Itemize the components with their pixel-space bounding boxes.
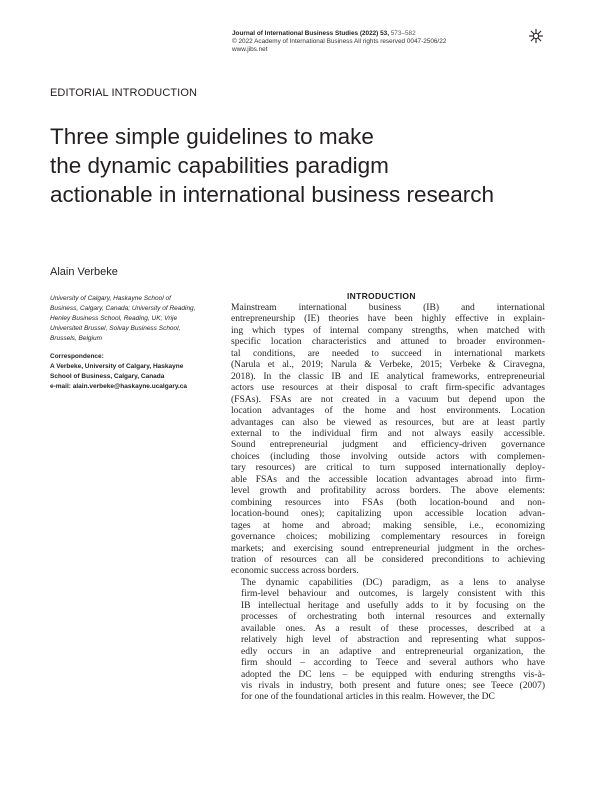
article-title xyxy=(50,122,550,209)
body-line: markets; and exercising sound entrepreneurial judgment in the orches- xyxy=(231,542,545,554)
body-line: choices (including those involving outside actors with complemen- xyxy=(231,450,545,462)
body-line: location-bound ones); capitalizing upon accessible location advan- xyxy=(231,508,545,520)
title-line: Three simple guidelines to make xyxy=(50,124,374,149)
body-line: level growth and profitability across borders. The above elements: xyxy=(231,485,545,497)
body-line: location advantages of the home and host environments. Location xyxy=(231,405,545,417)
body-line: specific location characteristics and attuned to broader environmen- xyxy=(231,336,545,348)
body-line: external to the individual firm and not always easily accessible. xyxy=(231,427,545,439)
correspondence-label: Correspondence: xyxy=(50,353,104,360)
affiliation-line: Brussels, Belgium xyxy=(50,335,103,342)
body-line: Sound entrepreneurial judgment and efficiency-driven governance xyxy=(231,439,545,451)
journal-header xyxy=(232,30,532,54)
body-line: adopted the DC lens – be equipped with enduring strengths vis-à- xyxy=(241,668,545,680)
introduction-heading: INTRODUCTION xyxy=(347,291,416,301)
copyright-line: © 2022 Academy of International Business All rights reserved 0047-2506/22 xyxy=(232,38,447,45)
correspondence-line: A Verbeke, University of Calgary, Haskayne xyxy=(50,363,184,370)
body-line: ing which types of internal company strengths, when matched with xyxy=(231,324,545,336)
body-line: IB intellectual heritage and usefully adds to it by focusing on the xyxy=(241,599,545,611)
author-name: Alain Verbeke xyxy=(50,266,118,278)
title-line: actionable in international business research xyxy=(50,182,495,207)
journal-citation: Journal of International Business Studies (2022) 53, xyxy=(232,30,389,37)
body-line: economic success across borders. xyxy=(231,565,359,577)
affiliation-line: Universiteit Brussel, Solvay Business School, xyxy=(50,325,181,332)
body-line: entrepreneurship (IE) theories have been highly effective in explain- xyxy=(231,313,545,325)
correspondence-line: School of Business, Calgary, Canada xyxy=(50,373,165,380)
body-line: actors use resources at their disposal to craft firm-specific advantages xyxy=(231,382,545,394)
body-line: governance choices; mobilizing complementary resources in foreign xyxy=(231,531,545,543)
body-paragraph xyxy=(231,302,545,577)
body-line: advantages can also be viewed as resources, but are at least partly xyxy=(231,416,545,428)
page-range: 573–582 xyxy=(390,30,416,37)
correspondence-block xyxy=(50,352,230,392)
body-line: The dynamic capabilities (DC) paradigm, as a lens to analyse xyxy=(241,576,545,588)
body-line: Mainstream international business (IB) and international xyxy=(231,302,545,313)
body-line: edly occurs in an adaptive and entrepreneurial organization, the xyxy=(241,645,545,657)
body-line: firm should – according to Teece and several authors who have xyxy=(241,657,545,669)
author-affiliation xyxy=(50,294,228,344)
publisher-logo-icon xyxy=(528,28,544,44)
body-paragraph xyxy=(231,577,545,703)
affiliation-line: University of Calgary, Haskayne School of xyxy=(50,295,171,302)
body-line: processes of orchestrating both internal resources and externally xyxy=(241,611,545,623)
body-line: relatively high level of abstraction and representing what suppos- xyxy=(241,634,545,646)
body-line: (Narula et al., 2019; Narula & Verbeke, 2015; Verbeke & Ciravegna, xyxy=(231,359,545,371)
body-line: tal conditions, are needed to succeed in international markets xyxy=(231,347,545,359)
body-line: available ones. As a result of these processes, described at a xyxy=(241,622,545,634)
title-line: the dynamic capabilities paradigm xyxy=(50,153,389,178)
affiliation-line: Henley Business School, Reading, UK; Vrije xyxy=(50,315,178,322)
affiliation-line: Business, Calgary, Canada; University of Reading, xyxy=(50,305,196,312)
body-line: (FSAs). FSAs are not created in a vacuum but depend upon the xyxy=(231,393,545,405)
section-label: EDITORIAL INTRODUCTION xyxy=(50,87,198,99)
body-line: tary resources) are critical to turn supposed internationally deploy- xyxy=(231,462,545,474)
correspondence-email[interactable]: e-mail: alain.verbeke@haskayne.ucalgary.ca xyxy=(50,383,188,390)
body-line: combining resources into FSAs (both location-bound and non- xyxy=(231,496,545,508)
body-line: for one of the foundational articles in this realm. However, the DC xyxy=(241,691,495,703)
journal-url[interactable]: www.jibs.net xyxy=(232,46,268,53)
body-line: vis rivals in industry, both present and future ones; see Teece (2007) xyxy=(241,679,545,691)
body-line: able FSAs and the accessible location advantages abroad into firm- xyxy=(231,473,545,485)
body-line: 2018). In the classic IB and IE analytical frameworks, entrepreneurial xyxy=(231,370,545,382)
body-line: tages at home and abroad; making sensible, i.e., economizing xyxy=(231,519,545,531)
body-line: firm-level behaviour and outcomes, is largely consistent with this xyxy=(241,588,545,600)
body-line: tration of resources can all be considered preconditions to achieving xyxy=(231,553,545,565)
article-body xyxy=(231,302,545,703)
